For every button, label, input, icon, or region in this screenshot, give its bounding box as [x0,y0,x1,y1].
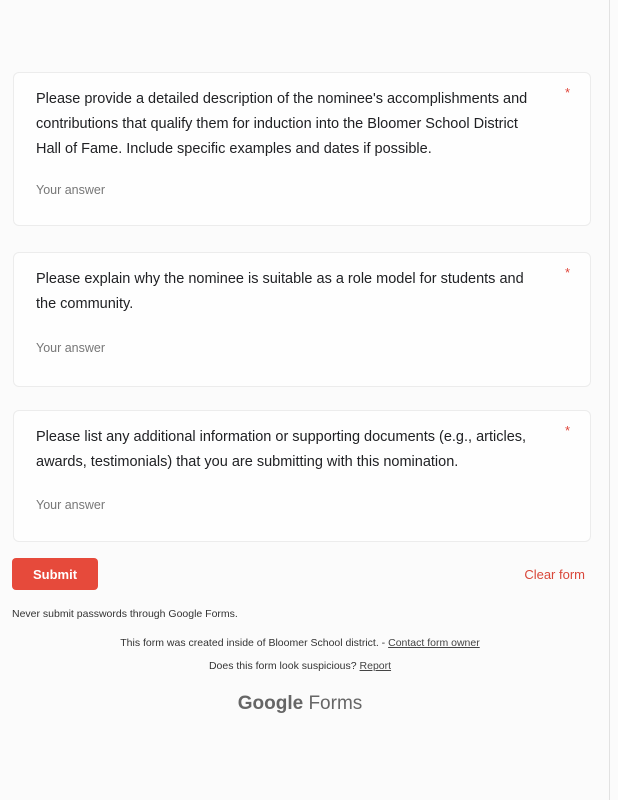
question-card-role-model [13,252,591,387]
required-asterisk: * [564,423,570,438]
logo-google-text: Google [237,693,304,714]
suspicious-notice [0,660,600,672]
question-text: Please list any additional information or supporting documents (e.g., articles, awards, testimonials) that you are submitting with this nomination. [36,429,527,470]
password-warning: Never submit passwords through Google Forms. [12,608,238,620]
contact-owner-link[interactable]: Contact form owner [388,637,480,649]
answer-input-additional-info[interactable] [36,498,436,512]
question-text: Please provide a detailed description of the nominee's accomplishments and contributions that qualify them for induction into the Bloomer School District Hall of Fame. Include specific examples and dates if possible. [36,91,528,157]
required-asterisk: * [564,265,570,280]
clear-form-button[interactable]: Clear form [524,567,585,582]
question-card-additional-info [13,410,591,542]
page-edge-divider [609,0,610,800]
created-notice [0,637,600,649]
created-text: This form was created inside of Bloomer School district. - [120,637,389,649]
question-card-accomplishments [13,72,591,226]
submit-button[interactable]: Submit [12,558,98,590]
logo-forms-text: Forms [308,693,363,714]
answer-input-accomplishments[interactable] [36,183,436,197]
question-text: Please explain why the nominee is suitable as a role model for students and the community. [36,271,524,312]
suspicious-text: Does this form look suspicious? [208,660,360,672]
required-asterisk: * [564,85,570,100]
google-forms-logo[interactable] [0,693,600,715]
answer-input-role-model[interactable] [36,341,436,355]
report-link[interactable]: Report [359,660,392,672]
